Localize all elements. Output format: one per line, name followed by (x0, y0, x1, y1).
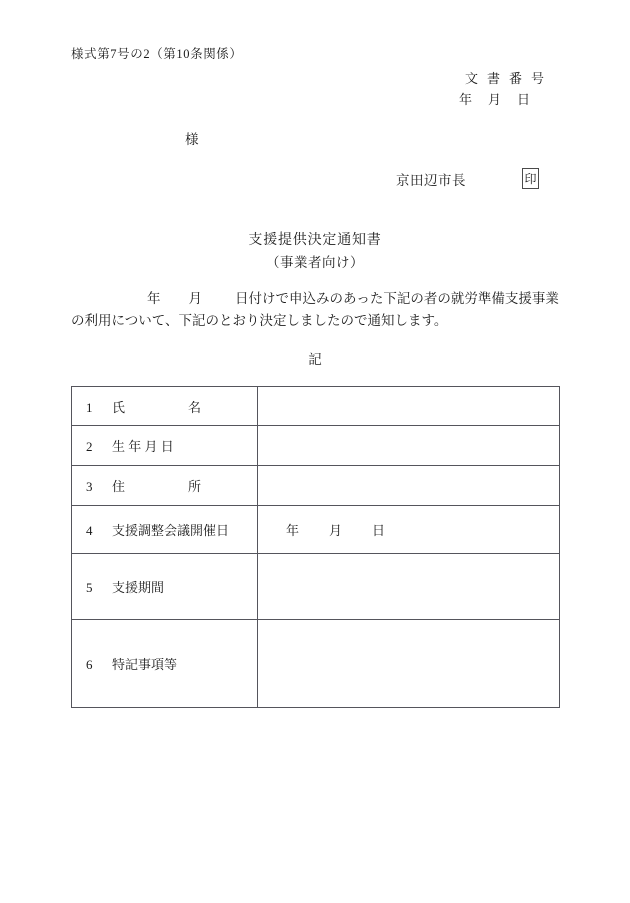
row-label-2: 生 年 月 日 (112, 439, 174, 454)
row-index-6: 6 (86, 657, 93, 672)
form-table (71, 386, 560, 708)
issuer-name: 京田辺市長 (396, 172, 466, 188)
table-row-value-6[interactable] (258, 620, 560, 708)
table-row (72, 620, 560, 708)
table-row-label-6 (72, 620, 258, 708)
table-row (72, 554, 560, 620)
table-row (72, 387, 560, 426)
row-index-1: 1 (86, 399, 93, 415)
body-line-1 (71, 288, 561, 310)
document-date-label: 年月日 (458, 92, 546, 107)
body-line-1-rest: 日付けで申込みのあった下記の者の就労準備支援事業 (235, 291, 559, 306)
body-line-2: の利用について、下記のとおり決定しましたので通知します。 (71, 313, 448, 328)
table-row (72, 426, 560, 466)
row-index-4: 4 (86, 523, 93, 538)
table-row-label-5 (72, 554, 258, 620)
row-label-6: 特記事項等 (112, 657, 178, 672)
row-4-year: 年 (286, 523, 300, 538)
seal-stamp-icon: 印 (522, 168, 539, 189)
document-number-label: 文書番号 (464, 71, 553, 86)
page-subtitle: （事業者向け） (266, 255, 364, 270)
issuer-block (396, 168, 539, 189)
row-label-1: 氏 名 (112, 399, 208, 415)
table-row-value-2[interactable] (258, 426, 560, 466)
row-4-month: 月 (329, 523, 343, 538)
page-title: 支援提供決定通知書 (248, 233, 382, 248)
table-row-label-1 (72, 387, 258, 426)
row-label-3: 住 所 (112, 479, 208, 494)
table-row (72, 466, 560, 506)
table-row-label-3 (72, 466, 258, 506)
table-row (72, 506, 560, 554)
row-label-4: 支援調整会議開催日 (112, 523, 230, 538)
table-row-value-4[interactable] (258, 506, 560, 554)
table-row-value-1[interactable] (258, 387, 560, 426)
body-month-label: 月 (188, 291, 202, 306)
table-row-value-5[interactable] (258, 554, 560, 620)
row-index-5: 5 (86, 580, 93, 595)
addressee-honorific: 様 (185, 132, 199, 147)
row-index-3: 3 (86, 479, 93, 494)
row-4-day: 日 (372, 523, 386, 538)
row-label-5: 支援期間 (112, 580, 165, 595)
table-row-value-3[interactable] (258, 466, 560, 506)
body-year-label: 年 (147, 291, 161, 306)
row-index-2: 2 (86, 439, 93, 454)
table-row-label-4 (72, 506, 258, 554)
table-row-label-2 (72, 426, 258, 466)
body-paragraph (71, 288, 561, 332)
form-number: 様式第7号の2（第10条関係） (71, 47, 243, 61)
ki-mark: 記 (308, 352, 322, 367)
